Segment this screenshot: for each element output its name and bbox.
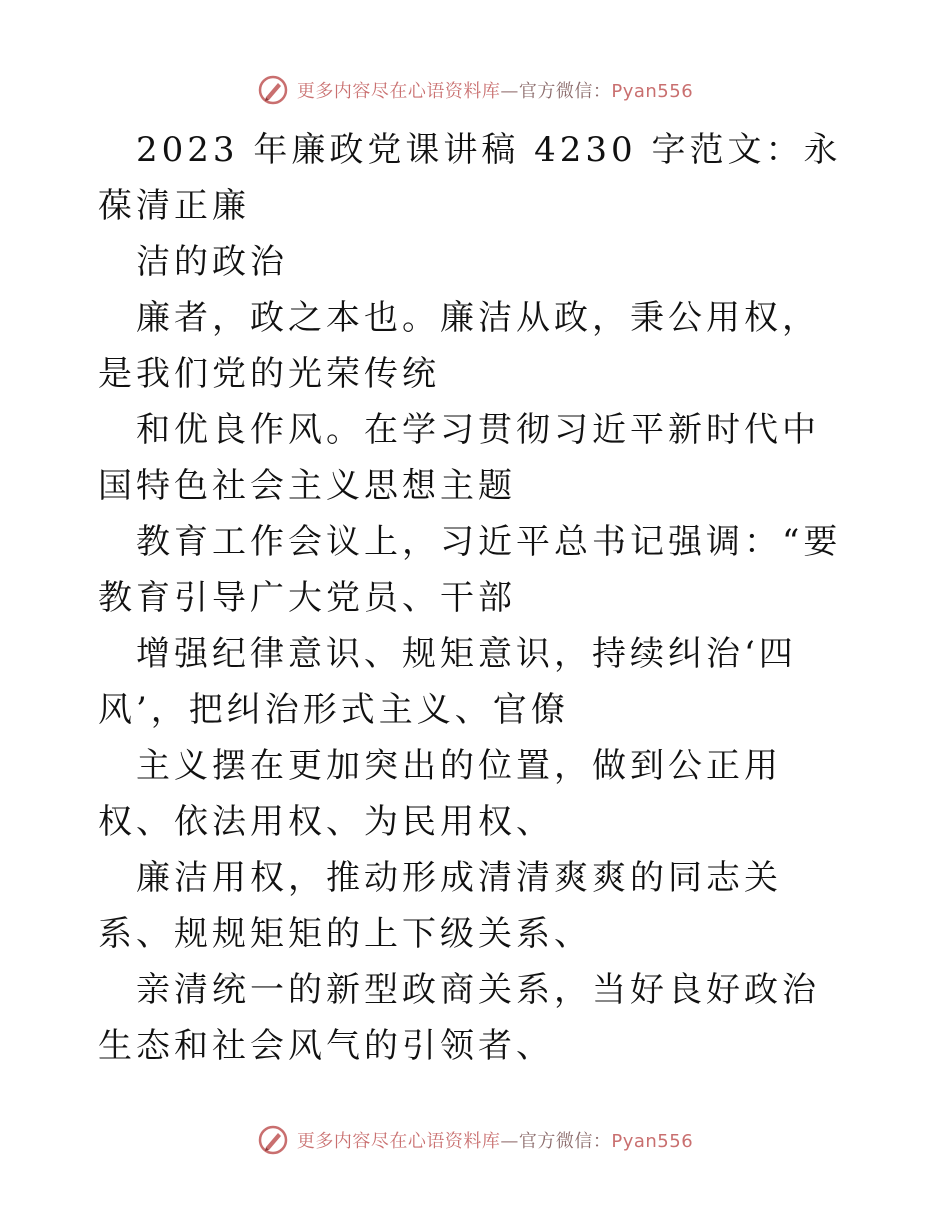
document-body — [98, 122, 856, 1074]
document-title: 2023 年廉政党课讲稿 4230 字范文：永葆清正廉 — [98, 130, 842, 226]
watermark-wechat-id: Pyan556 — [611, 81, 694, 102]
paragraph: 廉洁用权，推动形成清清爽爽的同志关系、规规矩矩的上下级关系、 — [98, 858, 782, 954]
watermark-wechat-id: Pyan556 — [611, 1131, 694, 1152]
pen-circle-logo-icon — [257, 74, 289, 106]
paragraph: 廉者，政之本也。廉洁从政，秉公用权，是我们党的光荣传统 — [98, 298, 820, 394]
watermark-site: 更多内容尽在心语资料库 — [296, 1131, 501, 1152]
pen-circle-logo-icon — [257, 1124, 289, 1156]
paragraph: 和优良作风。在学习贯彻习近平新时代中国特色社会主义思想主题 — [98, 410, 820, 506]
paragraph: 亲清统一的新型政商关系，当好良好政治生态和社会风气的引领者、 — [98, 970, 820, 1066]
watermark-wechat-label: 官方微信： — [518, 1131, 612, 1152]
paragraph: 增强纪律意识、规矩意识，持续纠治‘四风’，把纠治形式主义、官僚 — [98, 634, 797, 730]
watermark-separator: — — [500, 1131, 519, 1152]
paragraph: 主义摆在更加突出的位置，做到公正用权、依法用权、为民用权、 — [98, 746, 782, 842]
header-watermark — [0, 70, 950, 110]
footer-watermark — [0, 1120, 950, 1160]
watermark-separator: — — [500, 81, 519, 102]
watermark-wechat-label: 官方微信： — [518, 81, 612, 102]
watermark-site: 更多内容尽在心语资料库 — [296, 81, 501, 102]
paragraph: 洁的政治 — [136, 242, 288, 282]
paragraph: 教育工作会议上，习近平总书记强调：“要教育引导广大党员、干部 — [98, 522, 842, 618]
watermark-text — [297, 77, 693, 103]
watermark-text — [297, 1127, 693, 1153]
